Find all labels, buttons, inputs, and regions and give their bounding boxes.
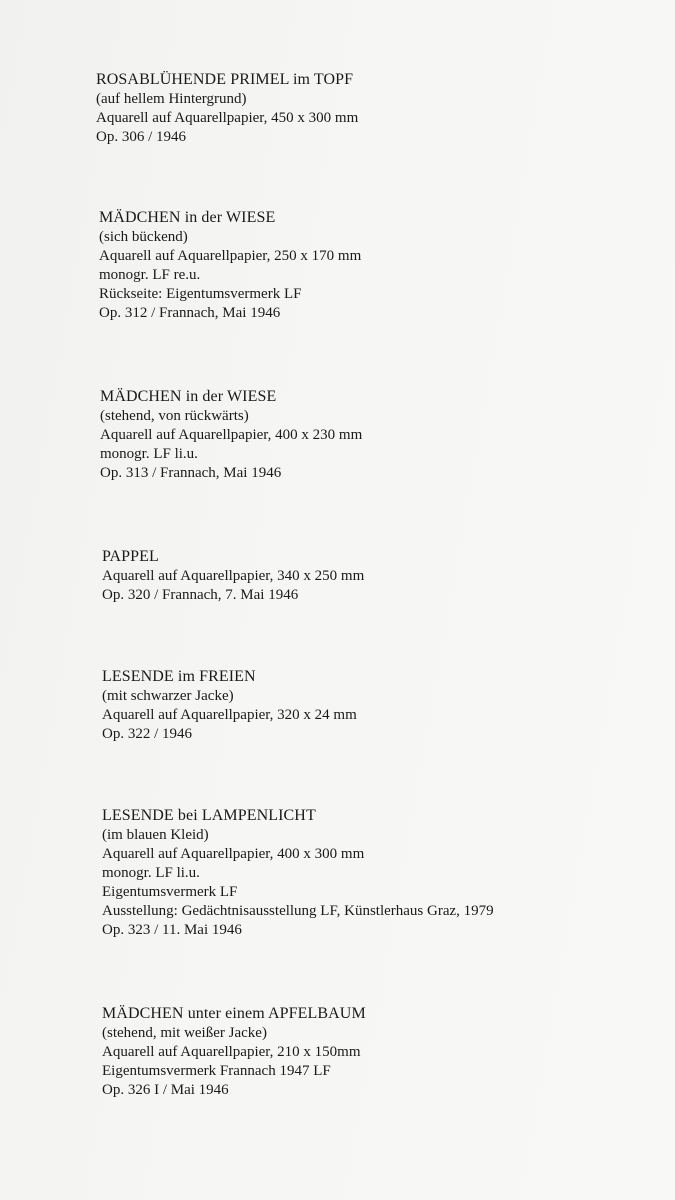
entry-line: monogr. LF re.u. <box>99 267 201 283</box>
entry-title: ROSABLÜHENDE PRIMEL im TOPF <box>96 71 354 88</box>
entry-line: (sich bückend) <box>99 229 188 245</box>
entry-line: (stehend, mit weißer Jacke) <box>102 1025 267 1041</box>
entry-line: Op. 326 I / Mai 1946 <box>102 1082 229 1098</box>
entry-title: PAPPEL <box>102 548 159 565</box>
catalog-entry <box>96 70 358 147</box>
entry-line: Eigentumsvermerk LF <box>102 884 238 900</box>
entry-title: MÄDCHEN unter einem APFELBAUM <box>102 1005 366 1022</box>
entry-line: Op. 312 / Frannach, Mai 1946 <box>99 305 281 321</box>
entry-line: Aquarell auf Aquarellpapier, 400 x 300 mm <box>102 846 365 862</box>
catalog-entry <box>100 387 362 483</box>
entry-title: LESENDE im FREIEN <box>102 668 256 685</box>
entry-line: Rückseite: Eigentumsvermerk LF <box>99 286 302 302</box>
entry-line: Aquarell auf Aquarellpapier, 210 x 150mm <box>102 1044 361 1060</box>
catalog-entry <box>102 1004 366 1100</box>
entry-line: Op. 322 / 1946 <box>102 726 192 742</box>
entry-line: Op. 313 / Frannach, Mai 1946 <box>100 465 282 481</box>
catalog-entry <box>102 667 357 744</box>
entry-line: Aquarell auf Aquarellpapier, 450 x 300 mm <box>96 110 359 126</box>
entry-line: Aquarell auf Aquarellpapier, 340 x 250 mm <box>102 568 365 584</box>
entry-title: LESENDE bei LAMPENLICHT <box>102 807 316 824</box>
catalog-entry <box>102 806 494 940</box>
entry-line: Op. 306 / 1946 <box>96 129 186 145</box>
entry-line: Op. 320 / Frannach, 7. Mai 1946 <box>102 587 299 603</box>
entry-line: Ausstellung: Gedächtnisausstellung LF, Künstlerhaus Graz, 1979 <box>102 903 494 919</box>
catalog-entry <box>99 208 361 323</box>
entry-title: MÄDCHEN in der WIESE <box>99 209 276 226</box>
entry-line: Op. 323 / 11. Mai 1946 <box>102 922 242 938</box>
entry-line: Aquarell auf Aquarellpapier, 320 x 24 mm <box>102 707 357 723</box>
entry-title: MÄDCHEN in der WIESE <box>100 388 277 405</box>
entry-line: Eigentumsvermerk Frannach 1947 LF <box>102 1063 331 1079</box>
entry-line: (auf hellem Hintergrund) <box>96 91 247 107</box>
entry-line: (im blauen Kleid) <box>102 827 209 843</box>
entry-line: (stehend, von rückwärts) <box>100 408 249 424</box>
entry-line: (mit schwarzer Jacke) <box>102 688 234 704</box>
entry-line: Aquarell auf Aquarellpapier, 250 x 170 mm <box>99 248 362 264</box>
entry-line: monogr. LF li.u. <box>100 446 198 462</box>
entry-line: monogr. LF li.u. <box>102 865 200 881</box>
entry-line: Aquarell auf Aquarellpapier, 400 x 230 mm <box>100 427 363 443</box>
catalog-entry <box>102 547 364 605</box>
